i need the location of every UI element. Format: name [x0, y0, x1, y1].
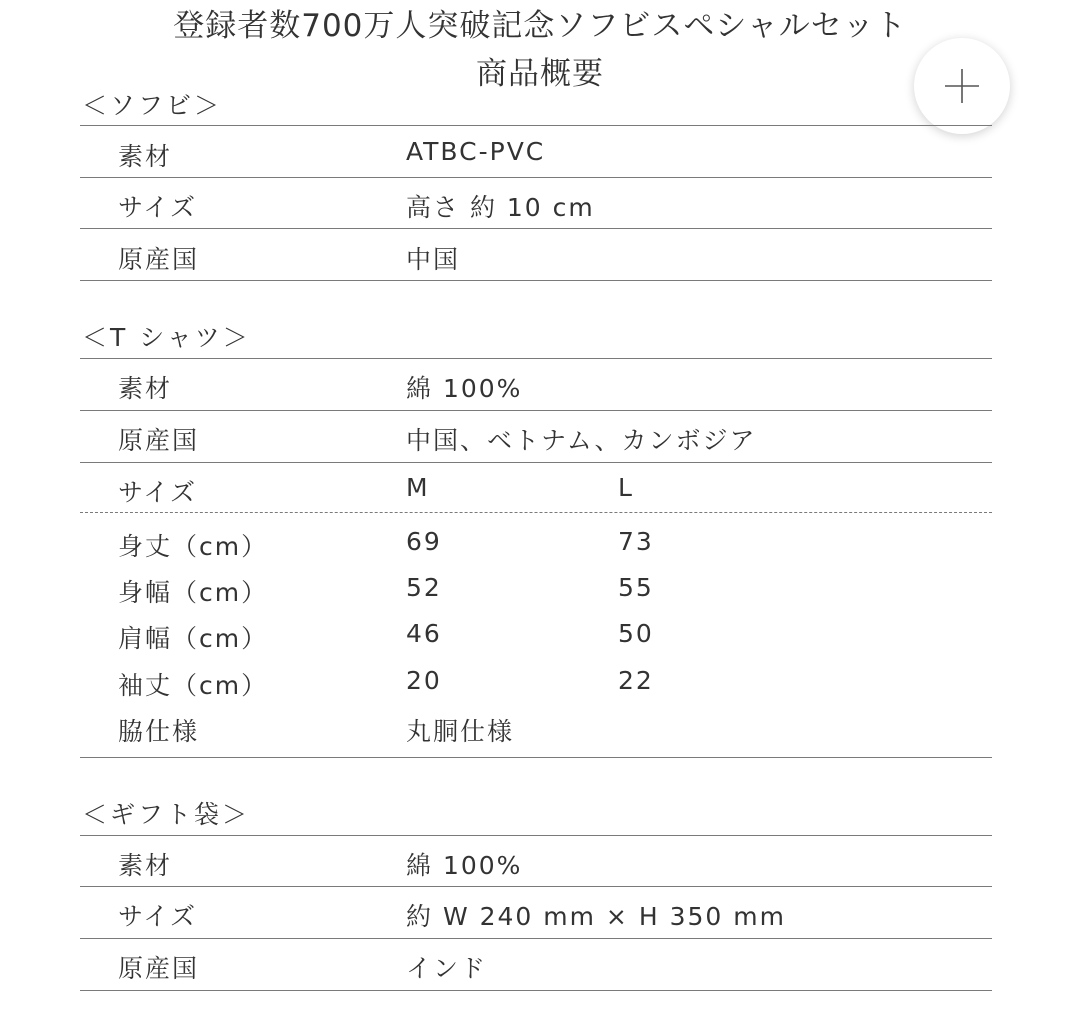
divider	[80, 990, 992, 991]
section-heading-giftbag: ＜ギフト袋＞	[82, 800, 251, 829]
size-row-label: 袖丈（cm）	[118, 671, 269, 700]
size-row-label: 肩幅（cm）	[118, 624, 269, 653]
spec-label: 原産国	[118, 954, 200, 983]
size-value-m: 20	[406, 666, 442, 695]
spec-label: 素材	[118, 851, 173, 880]
divider	[80, 125, 992, 126]
spec-value: 高さ 約 10 cm	[406, 193, 595, 222]
page-title: 登録者数700万人突破記念ソフビスペシャルセット	[173, 8, 907, 44]
add-button[interactable]	[914, 38, 1010, 134]
spec-value: 綿 100%	[406, 851, 523, 880]
divider	[80, 938, 992, 939]
spec-value: 中国、ベトナム、カンボジア	[406, 426, 757, 455]
size-column-l: L	[618, 473, 634, 502]
spec-label: 素材	[118, 374, 173, 403]
spec-value: 丸胴仕様	[406, 717, 515, 746]
spec-label: 原産国	[118, 426, 200, 455]
spec-label: サイズ	[118, 902, 198, 931]
spec-label: 脇仕様	[118, 717, 200, 746]
divider	[80, 757, 992, 758]
divider	[80, 410, 992, 411]
size-value-l: 22	[618, 666, 654, 695]
divider	[80, 177, 992, 178]
size-row-label: 身幅（cm）	[118, 578, 269, 607]
size-column-m: M	[406, 473, 430, 502]
spec-label: 素材	[118, 142, 173, 171]
plus-icon	[942, 66, 982, 106]
dashed-divider	[80, 512, 992, 513]
spec-value: 中国	[406, 245, 461, 274]
size-value-m: 69	[406, 527, 442, 556]
size-value-l: 73	[618, 527, 654, 556]
size-value-l: 55	[618, 573, 654, 602]
divider	[80, 280, 992, 281]
divider	[80, 358, 992, 359]
spec-label: サイズ	[118, 193, 198, 222]
divider	[80, 886, 992, 887]
spec-value: 綿 100%	[406, 374, 523, 403]
size-row-label: 身丈（cm）	[118, 532, 269, 561]
page-subtitle: 商品概要	[476, 56, 604, 92]
size-value-m: 46	[406, 619, 442, 648]
size-value-l: 50	[618, 619, 654, 648]
spec-value: 約 W 240 mm × H 350 mm	[406, 902, 786, 931]
section-heading-sofubi: ＜ソフビ＞	[82, 91, 223, 120]
divider	[80, 462, 992, 463]
spec-value: インド	[406, 954, 488, 983]
size-table-label: サイズ	[118, 478, 198, 507]
size-value-m: 52	[406, 573, 442, 602]
divider	[80, 228, 992, 229]
divider	[80, 835, 992, 836]
spec-label: 原産国	[118, 245, 200, 274]
section-heading-tshirt: ＜T シャツ＞	[82, 323, 251, 352]
spec-value: ATBC-PVC	[406, 137, 546, 166]
